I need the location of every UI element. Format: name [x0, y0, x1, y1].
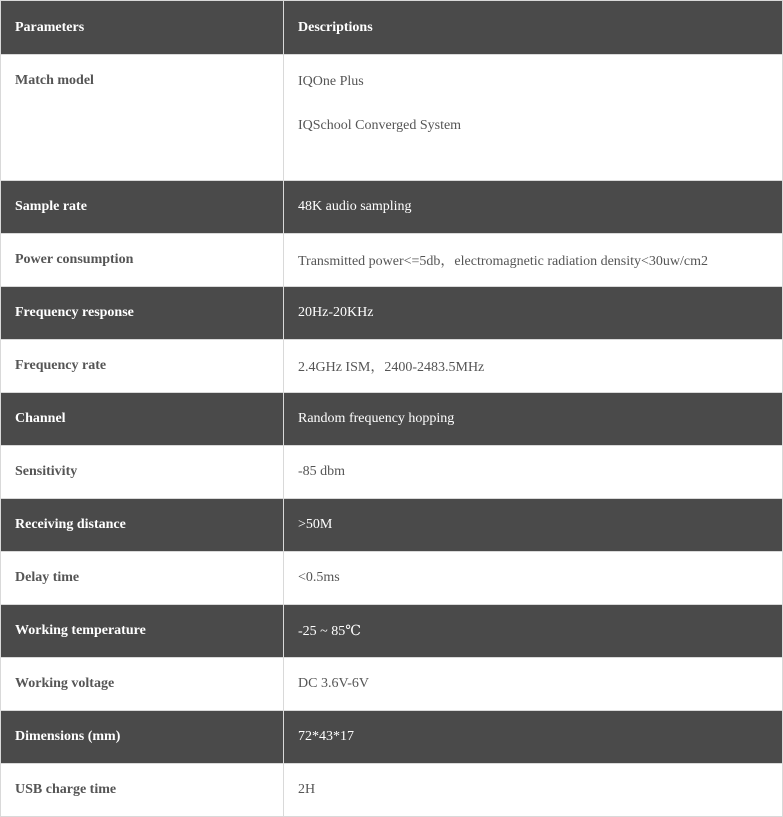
table-row	[1, 552, 783, 605]
param-cell: Sensitivity	[1, 446, 284, 499]
desc-line: IQOne Plus	[298, 74, 364, 89]
desc-cell: 48K audio sampling	[284, 181, 783, 234]
desc-cell: >50M	[284, 499, 783, 552]
param-cell: Frequency response	[1, 287, 284, 340]
param-cell: Match model	[1, 55, 284, 181]
table-row	[1, 234, 783, 287]
param-cell: USB charge time	[1, 764, 284, 817]
table-row	[1, 711, 783, 764]
desc-cell: Random frequency hopping	[284, 393, 783, 446]
table-row	[1, 446, 783, 499]
table-row	[1, 658, 783, 711]
table-row	[1, 499, 783, 552]
desc-cell: -25 ~ 85℃	[284, 605, 783, 658]
table-row	[1, 287, 783, 340]
header-parameters: Parameters	[1, 1, 284, 55]
param-cell: Channel	[1, 393, 284, 446]
desc-cell: 72*43*17	[284, 711, 783, 764]
desc-cell: 2H	[284, 764, 783, 817]
param-cell: Sample rate	[1, 181, 284, 234]
param-cell: Frequency rate	[1, 340, 284, 393]
param-cell: Working temperature	[1, 605, 284, 658]
table-row	[1, 393, 783, 446]
table-row	[1, 605, 783, 658]
table-row	[1, 764, 783, 817]
table-row	[1, 340, 783, 393]
param-cell: Working voltage	[1, 658, 284, 711]
desc-cell: 20Hz-20KHz	[284, 287, 783, 340]
param-cell: Power consumption	[1, 234, 284, 287]
table-header-row	[1, 1, 783, 55]
desc-cell: -85 dbm	[284, 446, 783, 499]
desc-cell: DC 3.6V-6V	[284, 658, 783, 711]
desc-cell	[284, 55, 783, 181]
desc-line: IQSchool Converged System	[298, 118, 462, 133]
table-row	[1, 181, 783, 234]
param-cell: Delay time	[1, 552, 284, 605]
param-cell: Receiving distance	[1, 499, 284, 552]
desc-cell: Transmitted power<=5db，electromagnetic radiation density<30uw/cm2	[284, 234, 783, 287]
param-cell: Dimensions (mm)	[1, 711, 284, 764]
desc-cell: 2.4GHz ISM，2400-2483.5MHz	[284, 340, 783, 393]
desc-cell: <0.5ms	[284, 552, 783, 605]
header-descriptions: Descriptions	[284, 1, 783, 55]
table-row	[1, 55, 783, 181]
